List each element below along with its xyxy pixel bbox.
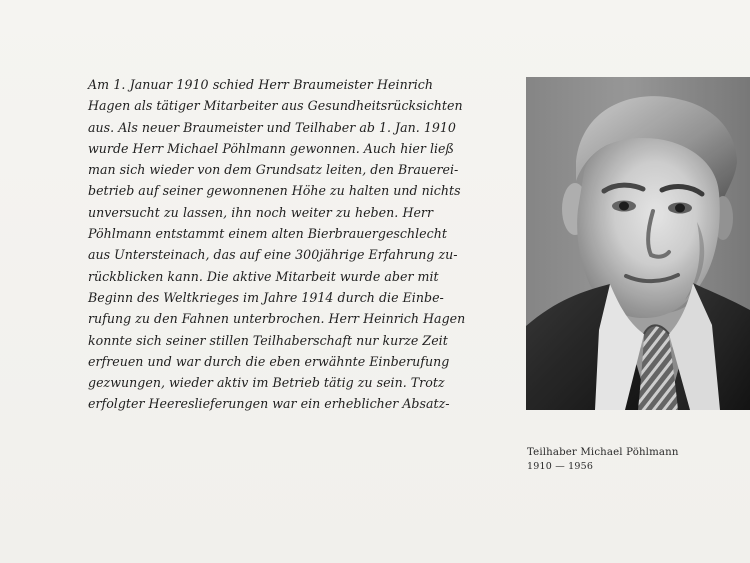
body-text [88,74,466,415]
text-line: erfolgter Heereslieferungen war ein erheblicher Absatz- [88,396,450,412]
text-line: Am 1. Januar 1910 schied Herr Braumeister Heinrich [88,77,433,92]
caption-years: 1910 — 1956 [527,461,594,472]
text-line: gezwungen, wieder aktiv im Betrieb tätig zu sein. Trotz [88,375,445,391]
caption-name: Teilhaber Michael Pöhlmann [527,447,679,458]
text-line: rufung zu den Fahnen unterbrochen. Herr Heinrich Hagen [88,311,466,327]
photo-caption [527,446,737,474]
text-line: Beginn des Weltkrieges im Jahre 1914 durch die Einbe- [88,289,444,305]
text-line: unversucht zu lassen, ihn noch weiter zu heben. Herr [88,204,433,220]
text-line: Hagen als tätiger Mitarbeiter aus Gesundheitsrücksichten [88,98,463,114]
text-line: betrieb auf seiner gewonnenen Höhe zu halten und nichts [88,183,461,199]
text-line: aus Untersteinach, das auf eine 300jährige Erfahrung zu- [88,247,458,263]
portrait-photo [526,77,750,410]
text-line: wurde Herr Michael Pöhlmann gewonnen. Auch hier ließ [88,140,454,156]
text-line: man sich wieder von dem Grundsatz leiten, den Brauerei- [88,162,459,178]
text-line: erfreuen und war durch die eben erwähnte Einberufung [88,353,450,369]
text-line: rückblicken kann. Die aktive Mitarbeit wurde aber mit [88,268,439,284]
text-line: aus. Als neuer Braumeister und Teilhaber ab 1. Jan. 1910 [88,119,456,135]
text-line: konnte sich seiner stillen Teilhaberschaft nur kurze Zeit [88,332,448,348]
text-line: Pöhlmann entstammt einem alten Bierbrauergeschlecht [88,226,447,242]
